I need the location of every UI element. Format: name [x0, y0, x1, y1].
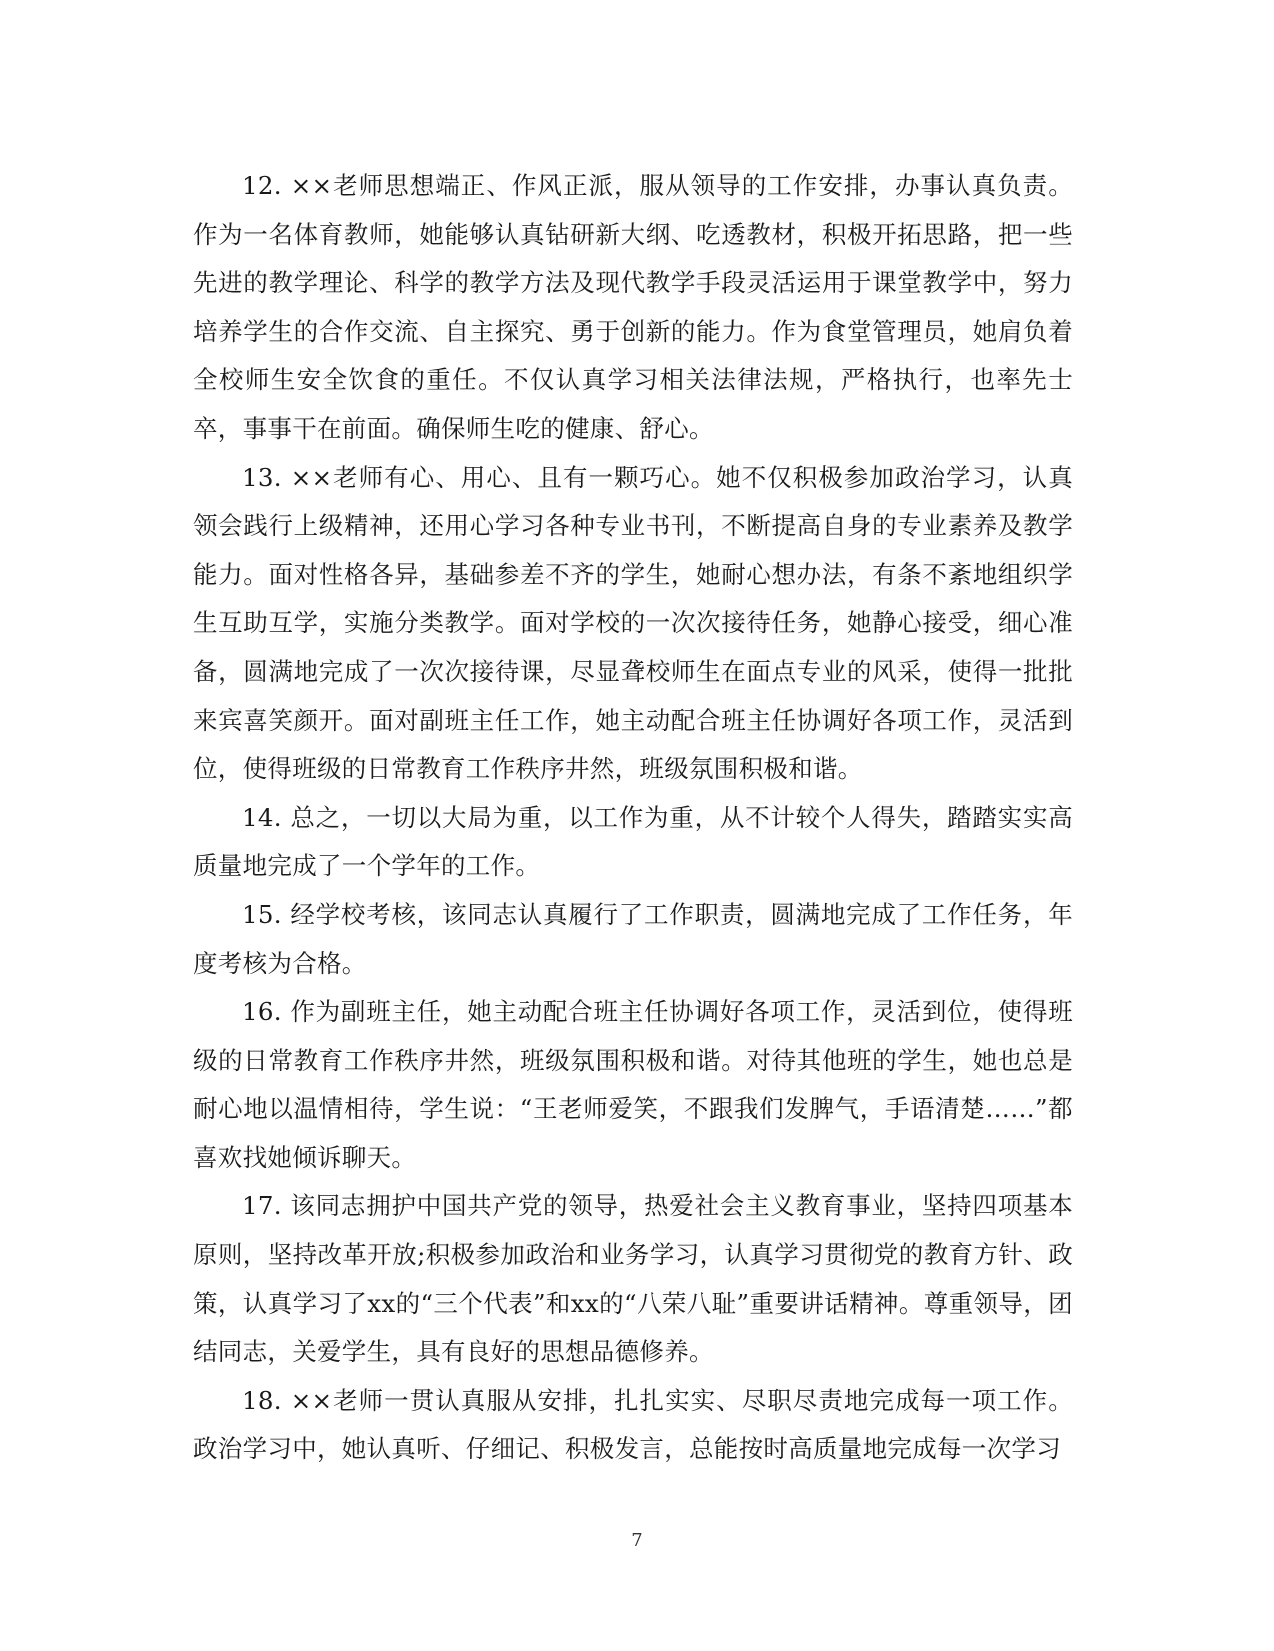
paragraph-17: 17. 该同志拥护中国共产党的领导，热爱社会主义教育事业，坚持四项基本原则，坚持改革开放;积极参加政治和业务学习，认真学习贯彻党的教育方针、政策，认真学习了xx的“三个代表”和xx的“八荣八耻”重要讲话精神。尊重领导，团结同志，关爱学生，具有良好的思想品德修养。 [193, 1191, 1073, 1367]
paragraph-16: 16. 作为副班主任，她主动配合班主任协调好各项工作，灵活到位，使得班级的日常教育工作秩序井然，班级氛围积极和谐。对待其他班的学生，她也总是耐心地以温情相待，学生说：“王老师爱笑，不跟我们发脾气，手语清楚……”都喜欢找她倾诉聊天。 [193, 997, 1073, 1172]
paragraph-18: 18. ××老师一贯认真服从安排，扎扎实实、尽职尽责地完成每一项工作。政治学习中，她认真听、仔细记、积极发言，总能按时高质量地完成每一次学习 [193, 1385, 1073, 1464]
document-body [193, 162, 1073, 1474]
paragraph-12: 12. ××老师思想端正、作风正派，服从领导的工作安排，办事认真负责。作为一名体育教师，她能够认真钻研新大纲、吃透教材，积极开拓思路，把一些先进的教学理论、科学的教学方法及现代教学手段灵活运用于课堂教学中，努力培养学生的合作交流、自主探究、勇于创新的能力。作为食堂管理员，她肩负着全校师生安全饮食的重任。不仅认真学习相关法律法规，严格执行，也率先士卒，事事干在前面。确保师生吃的健康、舒心。 [193, 171, 1073, 443]
page-number: 7 [631, 1530, 643, 1551]
paragraph-15: 15. 经学校考核，该同志认真履行了工作职责，圆满地完成了工作任务，年度考核为合格。 [193, 899, 1073, 978]
paragraph-14: 14. 总之，一切以大局为重，以工作为重，从不计较个人得失，踏踏实实高质量地完成了一个学年的工作。 [193, 802, 1073, 881]
paragraph-13: 13. ××老师有心、用心、且有一颗巧心。她不仅积极参加政治学习，认真领会践行上级精神，还用心学习各种专业书刊，不断提高自身的专业素养及教学能力。面对性格各异，基础参差不齐的学生，她耐心想办法，有条不紊地组织学生互助互学，实施分类教学。面对学校的一次次接待任务，她静心接受，细心准备，圆满地完成了一次次接待课，尽显聋校师生在面点专业的风采，使得一批批来宾喜笑颜开。面对副班主任工作，她主动配合班主任协调好各项工作，灵活到位，使得班级的日常教育工作秩序井然，班级氛围积极和谐。 [193, 462, 1073, 784]
